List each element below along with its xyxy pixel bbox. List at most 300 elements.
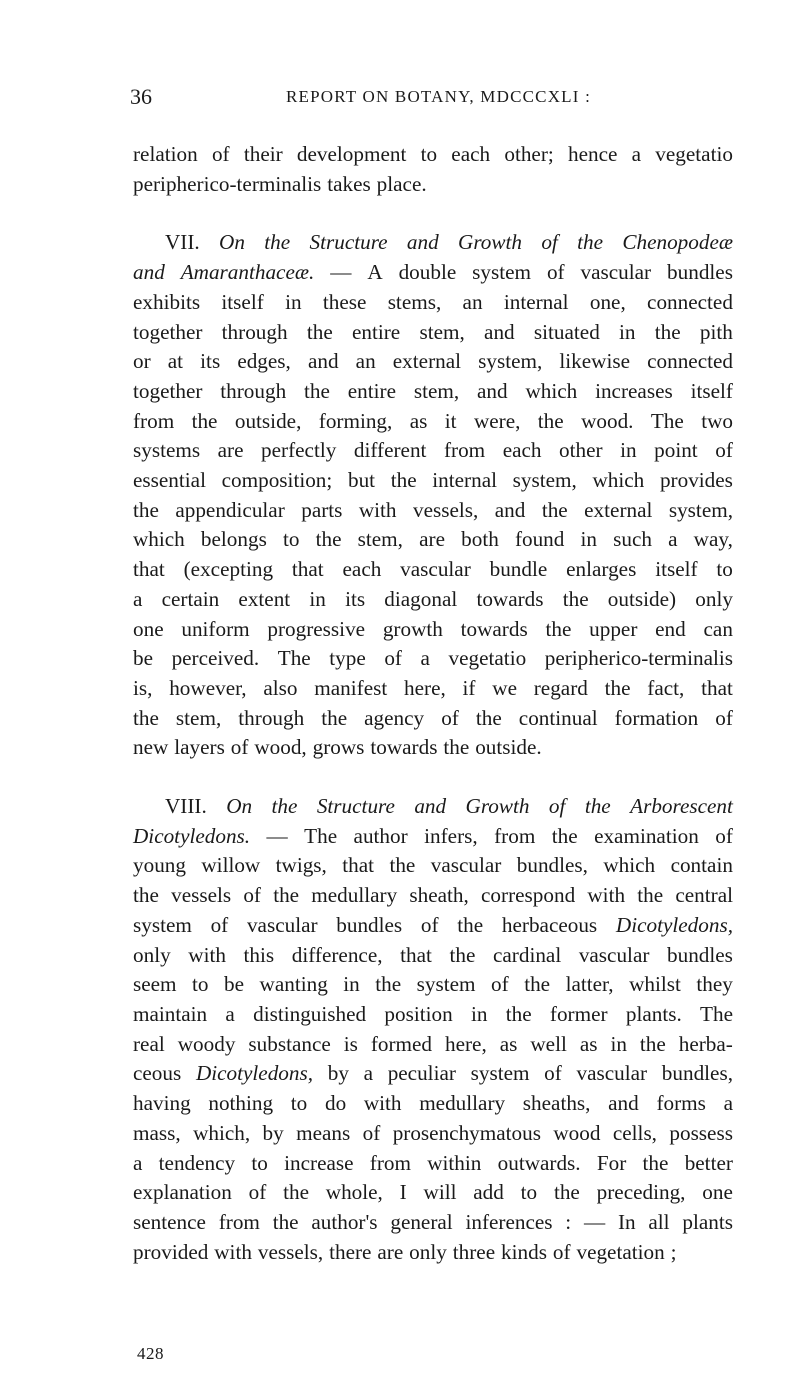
word: the bbox=[389, 853, 416, 878]
italic-word: Dicotyledons, bbox=[195, 1061, 314, 1086]
word: parts bbox=[301, 497, 343, 522]
word: of bbox=[243, 883, 261, 908]
word: medullary bbox=[419, 1091, 506, 1116]
word: wood bbox=[553, 1120, 601, 1145]
word: add bbox=[473, 1180, 504, 1205]
word: having bbox=[133, 1091, 191, 1116]
body-text bbox=[133, 140, 733, 1267]
word: vascular bbox=[578, 942, 650, 967]
word: of bbox=[441, 705, 459, 730]
text-line bbox=[133, 970, 733, 1000]
word: layers bbox=[174, 735, 225, 760]
word: the bbox=[639, 1031, 666, 1056]
word: I bbox=[399, 1180, 407, 1205]
text-line bbox=[133, 1089, 733, 1119]
word: explanation bbox=[133, 1180, 232, 1205]
word: wood, bbox=[254, 735, 307, 760]
word: the bbox=[449, 942, 476, 967]
word: vegetatio bbox=[655, 142, 733, 166]
word: stem, bbox=[357, 527, 403, 552]
word: at bbox=[167, 349, 184, 374]
text-line bbox=[133, 377, 733, 407]
word: takes bbox=[327, 171, 371, 196]
word: from bbox=[218, 1209, 260, 1234]
word: there bbox=[329, 1239, 372, 1264]
word: medullary bbox=[311, 883, 398, 908]
word: provided bbox=[133, 1239, 209, 1264]
word: of bbox=[715, 823, 733, 848]
word: stem, bbox=[175, 705, 222, 730]
word: the bbox=[283, 1180, 309, 1205]
word: towards bbox=[370, 735, 438, 760]
word: mass, bbox=[133, 1120, 181, 1145]
word: grows bbox=[312, 735, 365, 760]
word: diagonal bbox=[384, 586, 458, 611]
word: but bbox=[347, 468, 376, 493]
word: only bbox=[695, 586, 733, 611]
text-line bbox=[133, 228, 733, 258]
word: composition; bbox=[221, 468, 333, 493]
word: the bbox=[475, 705, 502, 730]
word: other; bbox=[504, 142, 554, 166]
word: woody bbox=[177, 1031, 236, 1056]
word: with bbox=[363, 1091, 402, 1116]
text-line bbox=[133, 733, 733, 763]
word: ; bbox=[670, 1239, 677, 1264]
italic-word: of bbox=[541, 230, 558, 255]
word: an bbox=[355, 349, 376, 374]
word: outside. bbox=[475, 735, 542, 760]
word: type bbox=[329, 646, 366, 671]
word: position bbox=[384, 1001, 453, 1026]
word: will bbox=[423, 1180, 457, 1205]
word: the bbox=[642, 1150, 669, 1175]
word: found bbox=[514, 527, 565, 552]
italic-word: On bbox=[226, 794, 253, 819]
text-line bbox=[133, 911, 733, 941]
word: kinds bbox=[501, 1239, 547, 1264]
word: a bbox=[668, 527, 678, 552]
word: the bbox=[457, 912, 484, 937]
word: the bbox=[524, 972, 551, 997]
word: different bbox=[353, 438, 427, 463]
page-header bbox=[130, 84, 730, 120]
word: increases bbox=[595, 378, 673, 403]
paragraph-gap bbox=[133, 763, 733, 792]
word: edges, bbox=[237, 349, 291, 374]
word: inferences bbox=[465, 1209, 553, 1234]
word: which bbox=[133, 527, 185, 552]
text-line bbox=[133, 1238, 733, 1268]
word: here, bbox=[404, 675, 446, 700]
word: one bbox=[702, 1180, 733, 1205]
word: are bbox=[419, 527, 445, 552]
word: be bbox=[133, 646, 153, 671]
word: (excepting bbox=[183, 557, 274, 582]
word: be bbox=[224, 972, 245, 997]
italic-word: Structure bbox=[316, 794, 395, 819]
word: the bbox=[545, 616, 572, 641]
italic-word: Dicotyledons. bbox=[133, 823, 251, 848]
word: of bbox=[248, 1180, 267, 1205]
word: peripherico-terminalis bbox=[133, 171, 322, 196]
word: fact, bbox=[647, 675, 685, 700]
word: sheaths, bbox=[522, 1091, 591, 1116]
word: each bbox=[451, 142, 491, 166]
word: herbaceous bbox=[501, 912, 598, 937]
text-line bbox=[133, 258, 733, 288]
word: of bbox=[362, 1120, 381, 1145]
word: one, bbox=[589, 289, 626, 314]
italic-word: Chenopodeæ bbox=[622, 230, 733, 255]
text-line bbox=[133, 941, 733, 971]
word: — bbox=[330, 260, 352, 285]
word: central bbox=[675, 883, 733, 908]
word: are bbox=[377, 1239, 404, 1264]
word: are bbox=[217, 438, 244, 463]
word: twigs, bbox=[275, 853, 327, 878]
word: In bbox=[617, 1209, 636, 1234]
word: connected bbox=[647, 289, 733, 314]
word: appendicular bbox=[175, 497, 285, 522]
word: whole, bbox=[325, 1180, 383, 1205]
word: enlarges bbox=[566, 557, 637, 582]
word: vascular bbox=[400, 557, 471, 582]
word: the bbox=[505, 1001, 532, 1026]
word: the bbox=[304, 378, 330, 403]
italic-word: Structure bbox=[309, 230, 388, 255]
word: all bbox=[648, 1209, 670, 1234]
word: an bbox=[462, 289, 483, 314]
italic-word: the bbox=[584, 794, 611, 819]
word: the bbox=[604, 675, 631, 700]
word: the bbox=[133, 883, 159, 908]
word: systems bbox=[133, 438, 201, 463]
text-line bbox=[133, 644, 733, 674]
word: place. bbox=[376, 171, 427, 196]
text-line bbox=[133, 1030, 733, 1060]
word: forms bbox=[656, 1091, 706, 1116]
word: external bbox=[584, 497, 653, 522]
word: external bbox=[392, 349, 462, 374]
text-line bbox=[133, 288, 733, 318]
word: formation bbox=[614, 705, 699, 730]
running-title: REPORT ON BOTANY, MDCCCXLI : bbox=[286, 87, 591, 106]
word: vegetation bbox=[576, 1239, 665, 1264]
word: forming, bbox=[318, 408, 393, 433]
word: is, bbox=[133, 675, 153, 700]
word: such bbox=[613, 527, 652, 552]
italic-word: Dicotyledons, bbox=[615, 912, 733, 937]
word: difference, bbox=[291, 942, 383, 967]
word: of bbox=[384, 646, 402, 671]
word: the bbox=[637, 883, 664, 908]
word: a bbox=[363, 1061, 373, 1086]
word: vascular bbox=[430, 853, 502, 878]
word: in bbox=[343, 972, 360, 997]
word: by bbox=[262, 1120, 284, 1145]
word: by bbox=[327, 1061, 349, 1086]
word: as bbox=[579, 1031, 598, 1056]
word: that bbox=[291, 557, 324, 582]
word: plants. bbox=[625, 1001, 682, 1026]
word: pith bbox=[699, 319, 733, 344]
word: hence bbox=[568, 142, 618, 166]
text-line bbox=[133, 1119, 733, 1149]
word: to bbox=[420, 142, 438, 166]
word: essential bbox=[133, 468, 206, 493]
word: is bbox=[343, 1031, 358, 1056]
word: both bbox=[461, 527, 499, 552]
word: bundles bbox=[667, 260, 733, 285]
word: one bbox=[133, 616, 164, 641]
word: stems, bbox=[387, 289, 442, 314]
word: which, bbox=[193, 1120, 251, 1145]
word: The bbox=[304, 823, 338, 848]
word: together bbox=[133, 378, 203, 403]
word: relation bbox=[133, 142, 198, 166]
word: manifest bbox=[314, 675, 388, 700]
word: these bbox=[322, 289, 367, 314]
word: of bbox=[491, 972, 509, 997]
word: growth bbox=[382, 616, 443, 641]
word: with bbox=[188, 942, 226, 967]
italic-word: the bbox=[577, 230, 604, 255]
word: the bbox=[551, 823, 578, 848]
word: vascular bbox=[576, 1061, 648, 1086]
word: of bbox=[210, 912, 229, 937]
word: VII. bbox=[165, 230, 200, 255]
word: willow bbox=[201, 853, 261, 878]
word: the bbox=[306, 319, 333, 344]
word: better bbox=[684, 1150, 733, 1175]
word: through bbox=[220, 378, 287, 403]
word: double bbox=[398, 260, 457, 285]
word: internal bbox=[432, 468, 497, 493]
word: of bbox=[552, 1239, 571, 1264]
word: with bbox=[587, 883, 626, 908]
word: system bbox=[416, 972, 476, 997]
text-line bbox=[133, 1149, 733, 1179]
word: stem, bbox=[419, 319, 465, 344]
word: system bbox=[470, 1061, 530, 1086]
word: internal bbox=[503, 289, 569, 314]
word: For bbox=[596, 1150, 627, 1175]
word: in bbox=[610, 1031, 627, 1056]
word: cells, bbox=[612, 1120, 657, 1145]
word: and bbox=[307, 349, 339, 374]
word: VIII. bbox=[165, 794, 207, 819]
word: or bbox=[133, 349, 151, 374]
word: latter, bbox=[565, 972, 614, 997]
word: that bbox=[133, 557, 165, 582]
italic-word: of bbox=[548, 794, 566, 819]
italic-word: Arborescent bbox=[630, 794, 733, 819]
word: correspond bbox=[481, 883, 576, 908]
word: a bbox=[133, 586, 143, 611]
word: herba- bbox=[678, 1031, 733, 1056]
word: increase bbox=[284, 1150, 354, 1175]
word: of bbox=[420, 912, 439, 937]
italic-word: and bbox=[133, 260, 165, 285]
word: that bbox=[701, 675, 733, 700]
word: A bbox=[367, 260, 383, 285]
word: of bbox=[544, 1061, 562, 1086]
italic-word: On bbox=[219, 230, 245, 255]
word: the bbox=[443, 735, 470, 760]
word: of bbox=[715, 438, 733, 463]
word: peculiar bbox=[387, 1061, 456, 1086]
word: substance bbox=[248, 1031, 331, 1056]
word: and bbox=[494, 497, 526, 522]
word: which bbox=[525, 378, 578, 403]
word: the bbox=[553, 1180, 580, 1205]
word: to bbox=[251, 1150, 268, 1175]
word: entire bbox=[347, 378, 396, 403]
word: the bbox=[315, 527, 342, 552]
word: of bbox=[715, 705, 733, 730]
word: if bbox=[462, 675, 476, 700]
word: in bbox=[620, 438, 637, 463]
word: in bbox=[619, 319, 636, 344]
word: bundles, bbox=[516, 853, 588, 878]
word: here, bbox=[445, 1031, 487, 1056]
word: that bbox=[342, 853, 375, 878]
word: outwards. bbox=[497, 1150, 581, 1175]
word: as bbox=[499, 1031, 518, 1056]
word: it bbox=[444, 408, 457, 433]
word: only bbox=[409, 1239, 447, 1264]
word: from bbox=[443, 438, 486, 463]
word: through bbox=[221, 319, 288, 344]
italic-word: and bbox=[406, 230, 439, 255]
word: situated bbox=[533, 319, 600, 344]
word: preceding, bbox=[596, 1180, 686, 1205]
word: nothing bbox=[208, 1091, 274, 1116]
word: the bbox=[133, 497, 159, 522]
word: bundles, bbox=[661, 1061, 733, 1086]
word: sheath, bbox=[409, 883, 469, 908]
word: — bbox=[583, 1209, 606, 1234]
word: a bbox=[420, 646, 430, 671]
word: — bbox=[266, 823, 288, 848]
paragraph bbox=[133, 140, 733, 199]
text-line bbox=[133, 170, 733, 200]
word: three bbox=[452, 1239, 496, 1264]
word: bundles bbox=[336, 912, 403, 937]
word: way, bbox=[693, 527, 733, 552]
word: maintain bbox=[133, 1001, 208, 1026]
word: new bbox=[133, 735, 169, 760]
word: author bbox=[353, 823, 408, 848]
word: can bbox=[703, 616, 733, 641]
word: ceous bbox=[133, 1061, 182, 1086]
word: to bbox=[192, 972, 209, 997]
text-line bbox=[133, 466, 733, 496]
word: from bbox=[494, 823, 536, 848]
word: of bbox=[546, 260, 565, 285]
word: the bbox=[191, 408, 218, 433]
word: development bbox=[296, 142, 407, 166]
word: whilst bbox=[629, 972, 681, 997]
word: outside, bbox=[234, 408, 302, 433]
word: itself bbox=[655, 557, 698, 582]
italic-word: and bbox=[414, 794, 447, 819]
word: in bbox=[470, 1001, 488, 1026]
word: peripherico-terminalis bbox=[544, 646, 733, 671]
word: general bbox=[390, 1209, 453, 1234]
word: the bbox=[390, 468, 417, 493]
word: entire bbox=[351, 319, 401, 344]
word: bundles bbox=[667, 942, 733, 967]
word: within bbox=[427, 1150, 482, 1175]
word: perfectly bbox=[261, 438, 337, 463]
word: other bbox=[559, 438, 603, 463]
text-line bbox=[133, 851, 733, 881]
word: likewise bbox=[559, 349, 630, 374]
word: provides bbox=[659, 468, 733, 493]
word: to bbox=[282, 527, 300, 552]
word: we bbox=[492, 675, 517, 700]
text-line bbox=[133, 704, 733, 734]
word: they bbox=[696, 972, 733, 997]
word: system bbox=[133, 912, 192, 937]
word: : bbox=[565, 1209, 572, 1234]
word: the bbox=[562, 586, 589, 611]
paragraph-gap bbox=[133, 199, 733, 228]
word: however, bbox=[169, 675, 247, 700]
word: and bbox=[484, 319, 515, 344]
word: this bbox=[243, 942, 275, 967]
word: wanting bbox=[259, 972, 328, 997]
word: connected bbox=[647, 349, 733, 374]
word: perceived. bbox=[171, 646, 260, 671]
text-line bbox=[133, 407, 733, 437]
italic-word: Growth bbox=[465, 794, 530, 819]
word: also bbox=[263, 675, 298, 700]
word: upper bbox=[589, 616, 638, 641]
word: certain bbox=[161, 586, 220, 611]
word: which bbox=[592, 468, 645, 493]
word: to bbox=[716, 557, 733, 582]
word: with bbox=[214, 1239, 252, 1264]
word: in bbox=[309, 586, 326, 611]
text-line bbox=[133, 1059, 733, 1089]
word: continual bbox=[518, 705, 598, 730]
word: and bbox=[477, 378, 508, 403]
word: two bbox=[701, 408, 733, 433]
word: well bbox=[530, 1031, 567, 1056]
word: vessels bbox=[171, 883, 232, 908]
text-line bbox=[133, 792, 733, 822]
word: The bbox=[700, 1001, 733, 1026]
word: infers, bbox=[424, 823, 478, 848]
word: vessels, bbox=[257, 1239, 324, 1264]
text-line bbox=[133, 674, 733, 704]
word: with bbox=[358, 497, 397, 522]
text-line bbox=[133, 525, 733, 555]
word: of bbox=[230, 735, 249, 760]
word: contain bbox=[670, 853, 733, 878]
page-number: 36 bbox=[130, 84, 152, 109]
word: as bbox=[409, 408, 428, 433]
word: to bbox=[290, 1091, 308, 1116]
word: exhibits bbox=[133, 289, 201, 314]
word: which bbox=[603, 853, 656, 878]
word: means bbox=[296, 1120, 351, 1145]
word: towards bbox=[460, 616, 528, 641]
italic-word: Amaranthaceæ. bbox=[180, 260, 315, 285]
